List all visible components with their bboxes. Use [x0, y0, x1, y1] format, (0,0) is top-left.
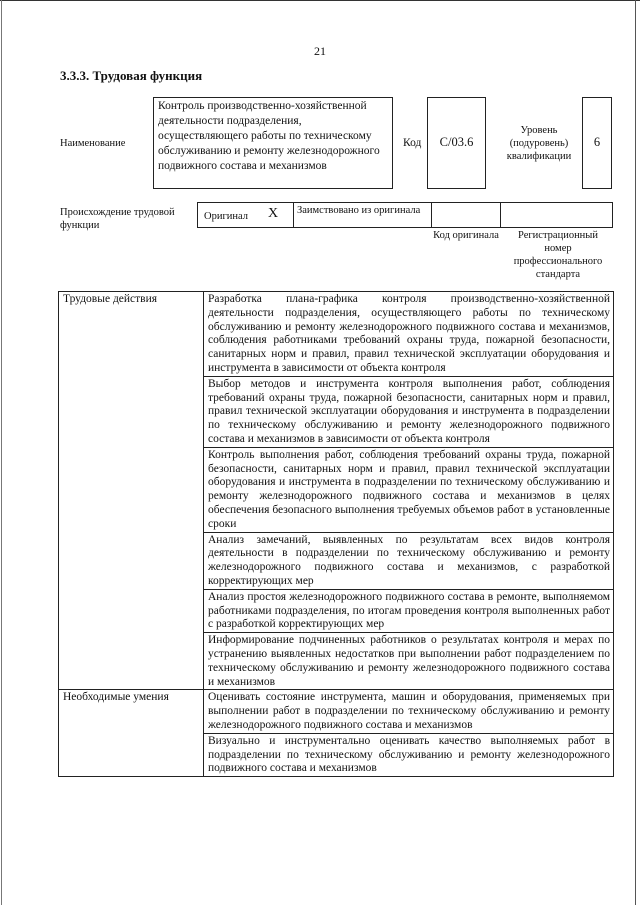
original-mark: X	[268, 206, 279, 221]
table-cell: Информирование подчиненных работников о результатах контроля и мерах по устранению выявленных недостатков при выполнении работ подразделением по техническому обслуживанию и ремонту железнодорожного подвижного состава и механизмов	[204, 633, 614, 690]
page-top-edge	[0, 0, 640, 1]
table-cell: Оценивать состояние инструмента, машин и оборудования, применяемых при выполнении работ в подразделении по техническому обслуживанию и ремонту железнодорожного подвижного состава и механизмов	[204, 690, 614, 733]
origin-grid	[197, 202, 613, 228]
reg-number-caption: Регистрационный номер профессионального стандарта	[513, 230, 603, 280]
name-label: Наименование	[60, 138, 126, 149]
borrowed-cell	[293, 203, 432, 227]
level-label: Уровень (подуровень) квалификации	[506, 125, 572, 162]
code-original-caption: Код оригинала	[433, 230, 499, 241]
page-left-edge	[1, 0, 2, 905]
table-cell: Контроль выполнения работ, соблюдения требований охраны труда, пожарной безопасности, санитарных норм и правил, правил технической эксплуатации оборудования и инструмента в подразделении по техническому обслуживанию и ремонту железнодорожного подвижного состава и механизмов в целях обеспечения безопасного выполнения требуемых объемов работ в установленные сроки	[204, 447, 614, 532]
labor-function-table	[58, 291, 614, 777]
page-number: 21	[314, 44, 326, 58]
original-label: Оригинал	[204, 211, 248, 222]
code-label: Код	[403, 137, 422, 149]
category-cell: Трудовые действия	[59, 292, 204, 690]
section-title: 3.3.3. Трудовая функция	[60, 68, 203, 83]
borrowed-label: Заимствовано из оригинала	[297, 205, 421, 216]
original-code-cell	[431, 203, 501, 227]
level-value-box: 6	[582, 97, 612, 189]
function-code-box: С/03.6	[427, 97, 486, 189]
table-cell: Разработка плана-графика контроля производственно-хозяйственной деятельности подразделения, осуществляющего работы по техническому обслуживанию и ремонту железнодорожного подвижного состава и механизмов, соблюдения работниками требований охраны труда, пожарной безопасности, санитарных норм и правил, правил технической эксплуатации оборудования и инструмента в зависимости от объекта контроля	[204, 292, 614, 377]
function-name-box: Контроль производственно-хозяйственной деятельности подразделения, осуществляющего работы по техническому обслуживанию и ремонту железнодорожного подвижного состава и механизмов	[153, 97, 393, 189]
table-cell: Анализ замечаний, выявленных по результатам всех видов контроля деятельности в подразделении по техническому обслуживанию и ремонту железнодорожного подвижного состава и механизмов, с разработкой корректирующих мер	[204, 532, 614, 589]
category-cell: Необходимые умения	[59, 690, 204, 777]
original-cell	[198, 203, 294, 227]
page-right-edge	[635, 0, 636, 905]
table-row	[59, 690, 614, 733]
origin-label: Происхождение трудовой функции	[60, 207, 175, 231]
table-cell: Анализ простоя железнодорожного подвижного состава в ремонте, выполняемом работниками подразделения, по итогам проведения контроля выполненных работ с разработкой корректирующих мер	[204, 589, 614, 632]
table-cell: Выбор методов и инструмента контроля выполнения работ, соблюдения требований охраны труда, пожарной безопасности, санитарных норм и правил, правил технической эксплуатации оборудования и инструмента в подразделении по техническому обслуживанию и ремонту железнодорожного подвижного состава и механизмов в зависимости от объекта контроля	[204, 376, 614, 447]
table-row	[59, 292, 614, 377]
table-cell: Визуально и инструментально оценивать качество выполняемых работ в подразделении по техническому обслуживанию и ремонту железнодорожного подвижного состава и механизмов	[204, 733, 614, 776]
